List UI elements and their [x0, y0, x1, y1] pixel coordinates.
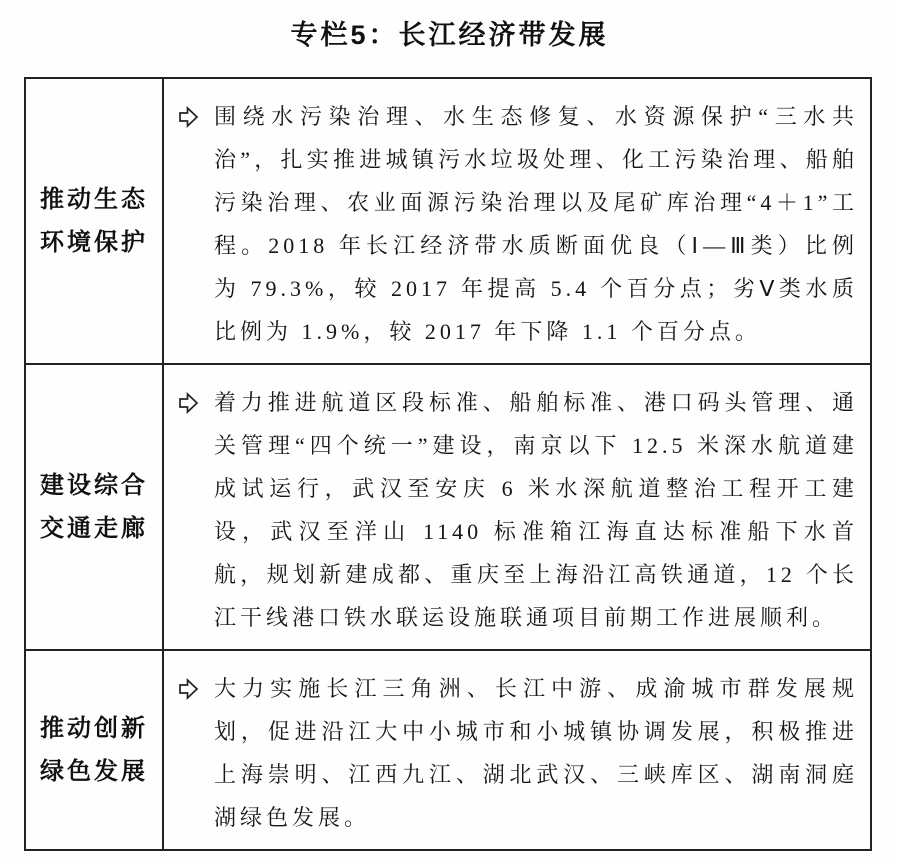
row-content-text: 着力推进航道区段标准、船舶标准、港口码头管理、通关管理“四个统一”建设，南京以下 12.5 米深水航道建成试运行，武汉至安庆 6 米水深航道整治工程开工建设，武汉至洋山 1140 标准箱江海直达标准船下水首航，规划新建成都、重庆至上海沿江高铁通道，12 个长江干线港口铁水联运设施联通项目前期工作进展顺利。	[214, 390, 858, 630]
row-label-line: 绿色发展	[40, 758, 148, 785]
row-label-line: 建设综合	[40, 472, 148, 499]
table-row	[26, 365, 870, 651]
row-label	[26, 651, 164, 849]
row-label-line: 交通走廊	[40, 515, 148, 542]
row-label	[26, 365, 164, 649]
page-title: 专栏5：长江经济带发展	[290, 20, 609, 50]
row-content	[164, 651, 870, 849]
row-label-line: 环境保护	[40, 229, 148, 256]
feature-box-table	[24, 77, 872, 851]
row-content-text: 围绕水污染治理、水生态修复、水资源保护“三水共治”，扎实推进城镇污水垃圾处理、化工污染治理、船舶污染治理、农业面源污染治理以及尾矿库治理“4＋1”工程。2018 年长江经济带水质断面优良（Ⅰ—Ⅲ类）比例为 79.3%，较 2017 年提高 5.4 个百分点；劣Ⅴ类水质比例为 1.9%，较 2017 年下降 1.1 个百分点。	[214, 104, 858, 344]
table-row	[26, 79, 870, 365]
arrow-bullet-icon	[178, 392, 200, 419]
row-content	[164, 79, 870, 363]
table-row	[26, 651, 870, 849]
row-label	[26, 79, 164, 363]
arrow-bullet-icon	[178, 678, 200, 705]
row-content-text: 大力实施长江三角洲、长江中游、成渝城市群发展规划，促进沿江大中小城市和小城镇协调发展，积极推进上海崇明、江西九江、湖北武汉、三峡库区、湖南洞庭湖绿色发展。	[214, 676, 858, 830]
arrow-bullet-icon	[178, 106, 200, 133]
row-label-line: 推动生态	[40, 186, 148, 213]
row-content	[164, 365, 870, 649]
row-label-line: 推动创新	[40, 715, 148, 742]
